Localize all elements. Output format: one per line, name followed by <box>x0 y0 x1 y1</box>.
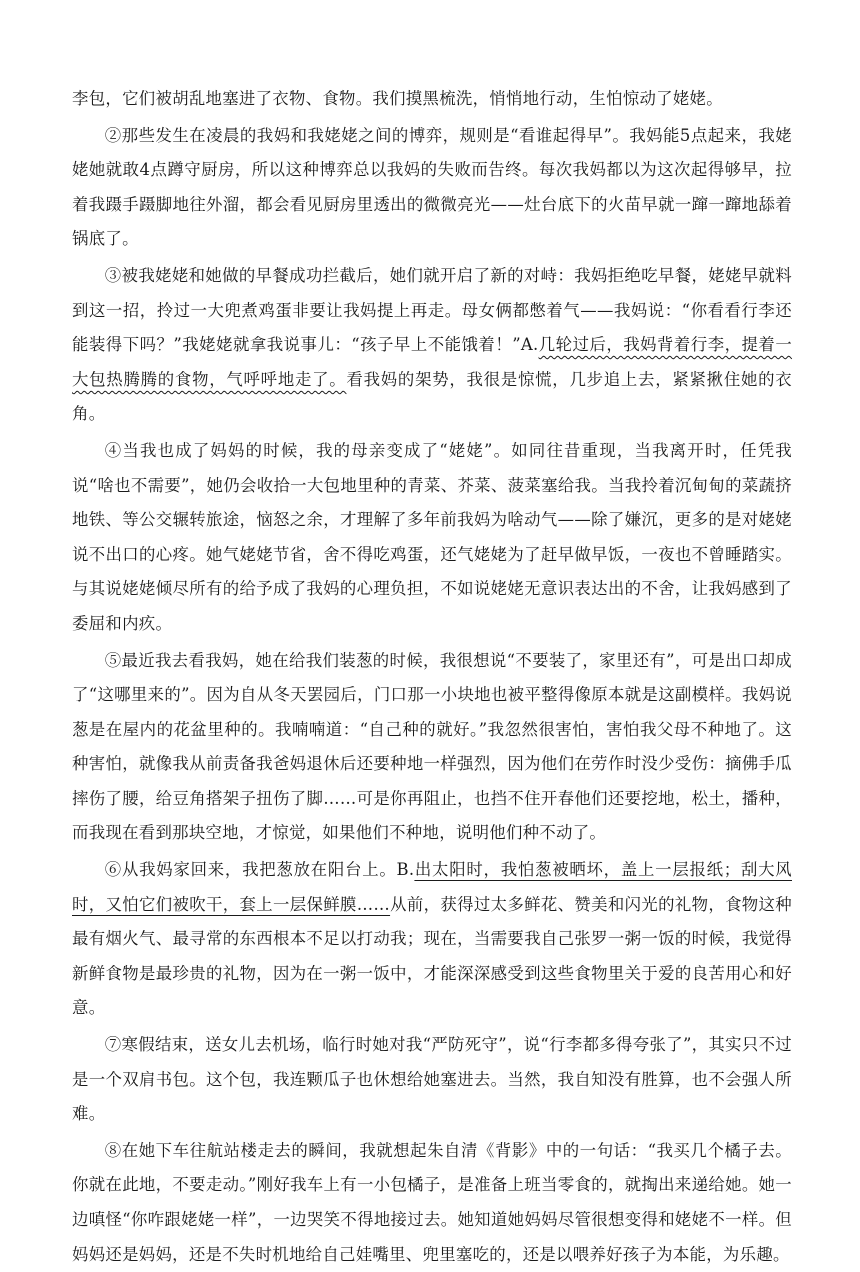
paragraph-8 <box>72 1134 792 1272</box>
paragraph-2 <box>72 119 792 257</box>
paragraph-4 <box>72 434 792 642</box>
paragraph-text: 从前，获得过太多鲜花、赞美和闪光的礼物，食物这种最有烟火气、最寻常的东西根本不足以打动我；现在，当需要我自己张罗一粥一饭的时候，我觉得新鲜食物是最珍贵的礼物，因为在一粥一饭中，才能深深感受到这些食物里关于爱的良苦用心和好意。 <box>72 894 792 1018</box>
paragraph-text: ⑥从我妈家回来，我把葱放在阳台上。B. <box>104 860 415 880</box>
paragraph-7 <box>72 1028 792 1132</box>
paragraph-text: ⑧在她下车往航站楼走去的瞬间，我就想起朱自清《背影》中的一句话：“我买几个橘子去。你就在此地，不要走动。”刚好我车上有一小包橘子，是准备上班当零食的，就掏出来递给她。她一边嗔怪“你咋跟姥姥一样”，一边哭笑不得地接过去。她知道她妈妈尽管很想变得和姥姥不一样。但妈妈还是妈妈，还是不失时机地给自己娃嘴里、兜里塞吃的，还是以喂养好孩子为本能，为乐趣。 <box>72 1140 792 1264</box>
underlined-sentence-b: 出太阳时，我怕葱被晒坏，盖上一层报纸；刮大风时，又怕它们被吹干，套上一层保鲜膜…… <box>72 860 792 914</box>
paragraph-0 <box>72 82 792 117</box>
paragraph-text: ③被我姥姥和她做的早餐成功拦截后，她们就开启了新的对峙：我妈拒绝吃早餐，姥姥早就料到这一招，拎过一大兜煮鸡蛋非要让我妈提上再走。母女俩都憋着气——我妈说：“你看看行李还能装得下吗？”我姥姥就拿我说事儿：“孩子早上不能饿着！”A. <box>72 265 792 355</box>
paragraph-text: ④当我也成了妈妈的时候，我的母亲变成了“姥姥”。如同往昔重现，当我离开时，任凭我说“啥也不需要”，她仍会收拾一大包地里种的青菜、芥菜、菠菜塞给我。当我拎着沉甸甸的菜蔬挤地铁、等公交辗转旅途，恼怒之余，才理解了多年前我妈为啥动气——除了嫌沉，更多的是对姥姥说不出口的心疼。她气姥姥节省，舍不得吃鸡蛋，还气姥姥为了赶早做早饭，一夜也不曾睡踏实。与其说姥姥倾尽所有的给予成了我妈的心理负担，不如说姥姥无意识表达出的不舍，让我妈感到了委屈和内疚。 <box>72 440 792 633</box>
paragraph-3 <box>72 259 792 432</box>
paragraph-text: 李包，它们被胡乱地塞进了衣物、食物。我们摸黑梳洗，悄悄地行动，生怕惊动了姥姥。 <box>72 89 723 108</box>
paragraph-text: ⑤最近我去看我妈，她在给我们装葱的时候，我很想说“不要装了，家里还有”，可是出口却成了“这哪里来的”。因为自从冬天罢园后，门口那一小块地也被平整得像原本就是这副模样。我妈说葱是在屋内的花盆里种的。我喃喃道：“自己种的就好。”我忽然很害怕，害怕我父母不种地了。这种害怕，就像我从前责备我爸妈退休后还要种地一样强烈，因为他们在劳作时没少受伤：摘佛手瓜摔伤了腰，给豆角搭架子扭伤了脚……可是你再阻止，也挡不住开春他们还要挖地，松土，播种，而我现在看到那块空地，才惊觉，如果他们不种地，说明他们种不动了。 <box>72 650 792 843</box>
paragraph-text: ②那些发生在凌晨的我妈和我姥姥之间的博弈，规则是“看谁起得早”。我妈能5点起来，我姥姥她就敢4点蹲守厨房，所以这种博弈总以我妈的失败而告终。每次我妈都以为这次起得够早，拉着我蹑手蹑脚地往外溜，都会看见厨房里透出的微微亮光——灶台底下的火苗早就一蹿一蹿地舔着锅底了。 <box>72 125 792 249</box>
paragraph-5 <box>72 644 792 852</box>
wavy-underlined-sentence-a: 几轮过后，我妈背着行李，提着一大包热腾腾的食物，气呼呼地走了。 <box>72 335 793 389</box>
paragraph-6 <box>72 853 792 1026</box>
paragraph-text: ⑦寒假结束，送女儿去机场，临行时她对我“严防死守”，说“行李都多得夸张了”，其实只不过是一个双肩书包。这个包，我连颗瓜子也休想给她塞进去。当然，我自知没有胜算，也不会强人所难。 <box>72 1035 792 1124</box>
article-body <box>72 82 792 1272</box>
paragraph-text: 看我妈的架势，我很是惊慌，几步追上去，紧紧揪住她的衣角。 <box>72 369 792 424</box>
